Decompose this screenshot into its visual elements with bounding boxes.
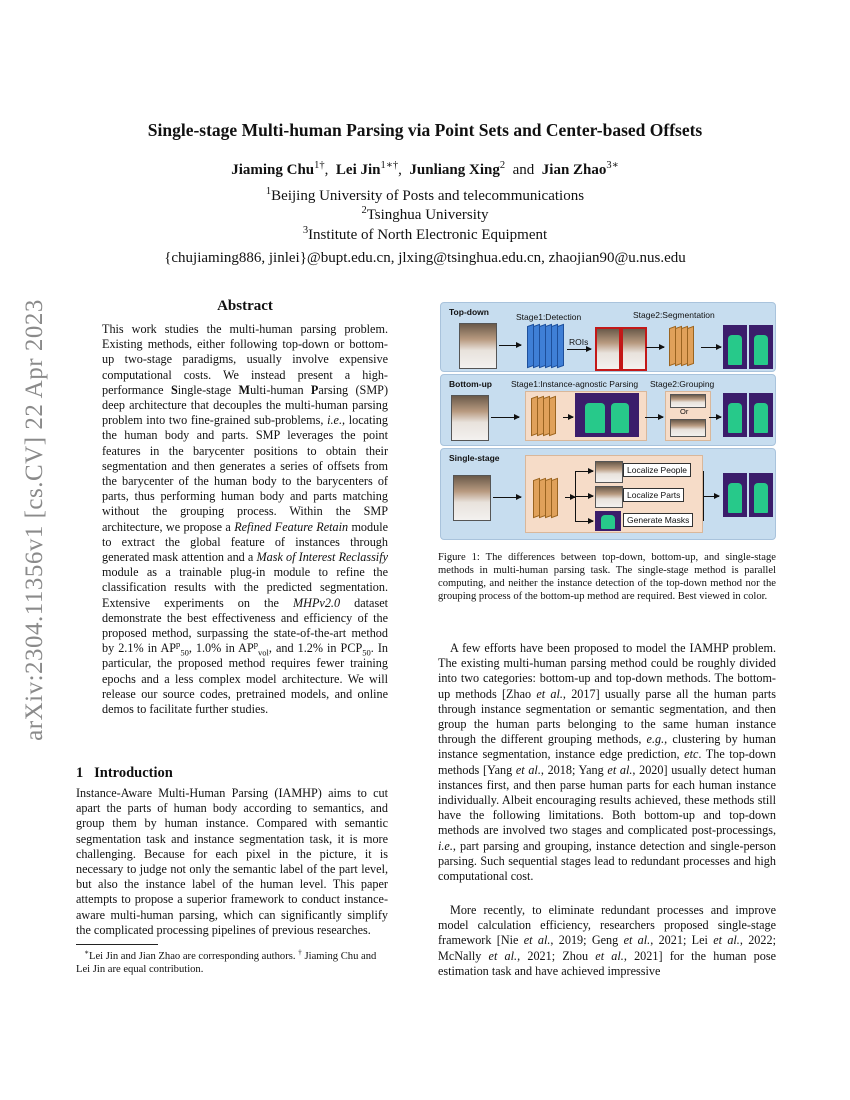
arrow [575,471,593,472]
affiliation-1 [0,188,850,205]
author-2-marks: 1∗† [380,160,399,171]
author-emails: {chujiaming886, jinlei}@bupt.edu.cn, jlxing@tsinghua.edu.cn, zhaojian90@u.nus.edu [164,250,686,266]
arrow [491,417,519,418]
panel-top-down [440,302,776,372]
parts-thumbnail [595,486,623,508]
footnote: ∗Lei Jin and Jian Zhao are corresponding authors. † Jiaming Chu and Lei Jin are equal contribution. [76,947,377,975]
arrow [575,521,593,522]
or-label: Or [680,407,689,416]
input-image [451,395,489,441]
parsing-result-image [723,393,747,437]
footnote-rule [76,944,158,945]
author-4-marks: 3∗ [606,160,619,171]
figure-1-caption: Figure 1: The differences between top-down, bottom-up, and single-stage methods in multi-human parsing task. The single-stage method is parallel computing, and neither the instance detection of the top-down method nor the grouping process of the bottom-up method are required. Best viewed in color. [438,552,776,603]
affiliation-2-text: Tsinghua University [366,207,489,223]
arrow [646,347,664,348]
abstract-body: This work studies the multi-human parsing problem. Existing methods, either following top-down or bottom-up two-stage paradigms, usually involve expensive computational costs. We instead present a high-performance Single-stage Multi-human Parsing (SMP) deep architecture that decouples the multi-human parsing problem into two fine-grained sub-problems, i.e., locating the human body and parts. SMP leverages the point features in the barycenter positions to obtain their segmentation and then generates a series of offsets from the barycenter of the human body to the barycenters of parts, thus performing human body and parts matching without the grouping process. Within the SMP architecture, we propose a Refined Feature Retain module to extract the global feature of instances through generated mask attention and a Mask of Interest Reclassify module as a trainable plug-in module to refine the classification results with the predicted segmentation. Extensive experiments on the MHPv2.0 dataset demonstrate the best effectiveness and efficiency of the proposed method, surpassing the state-of-the-art method by 2.1% in $AP^p_{50}$, 1.0% in $AP^p_{vol}$, and 1.2% in $PCP_{50}$. In particular, the proposed method requires fewer training epochs and a less complex model architecture. We will release our source codes, pretrained models, and online demos to facilitate further studies. [102,322,389,717]
panel-bottom-up [440,374,776,446]
figure-1 [437,300,777,540]
affiliation-1-text: Beijing University of Posts and telecommunications [271,188,585,204]
author-list [0,162,850,179]
parsing-result-image [749,325,773,369]
author-sep: , [324,162,329,178]
input-image [459,323,497,369]
abstract-heading: Abstract [217,298,273,314]
arrow [567,349,591,350]
localize-parts-box: Localize Parts [623,488,684,502]
panel-label: Single-stage [449,453,500,463]
arrow [563,417,573,418]
affiliation-3-num: 3 [302,225,309,236]
arrow [575,496,593,497]
section-title: Introduction [94,765,173,781]
affiliation-1-num: 1 [265,186,272,197]
roi-crop-image [595,327,621,371]
masks-thumbnail [595,511,621,531]
panel-single-stage [440,448,776,540]
author-4: Jian Zhao [541,162,607,178]
panel-label: Top-down [449,307,489,317]
arrow [703,496,719,497]
grouping-option-image [670,394,706,408]
author-sep: , [398,162,402,178]
author-1: Jiaming Chu [231,162,315,178]
arrow [565,497,575,498]
paper-title: Single-stage Multi-human Parsing via Point Sets and Center-based Offsets [147,120,703,140]
backbone-network-icon [533,479,561,515]
panel-label: Bottom-up [449,379,492,389]
stage1-label: Stage1:Instance-agnostic Parsing [511,379,639,389]
people-thumbnail [595,461,623,483]
parsing-network-icon [531,397,559,433]
semantic-parsing-result [575,393,639,437]
author-2: Lei Jin [335,162,381,178]
introduction-heading [76,765,173,782]
arrow [709,417,721,418]
arrow [499,345,521,346]
segmentation-network-icon [669,327,697,363]
arxiv-sidebar [20,290,50,750]
detection-network-icon [527,325,569,365]
input-image [453,475,491,521]
arrow [701,347,721,348]
localize-people-box: Localize People [623,463,691,477]
author-3: Junliang Xing [409,162,500,178]
stage1-label: Stage1:Detection [516,312,582,322]
arrow [645,417,663,418]
stage2-label: Stage2:Segmentation [633,310,715,320]
arrow [493,497,521,498]
section-number: 1 [76,765,84,781]
author-1-marks: 1† [314,160,325,171]
right-column-paragraph-1: A few efforts have been proposed to model the IAMHP problem. The existing multi-human parsing method could be roughly divided into two categories: bottom-up and top-down methods. The bottom-up methods [Zhao et al., 2017] usually parse all the human parts through instance segmentation or semantic segmentation, and then group the human parts belonging to the same human instance through the different grouping methods, e.g., clustering by human instance segmentation, instance edge prediction, etc. The top-down methods [Yang et al., 2018; Yang et al., 2020] usually detect human instances first, and then parse human parts for each human instance individually. Albeit encouraging results achieved, these methods still have the following limitations. Both bottom-up and top-down methods are involved two stages and complicated post-processings, i.e., part parsing and grouping, instance detection and single-person parsing. Such sequential stages lead to redundant processes and high computational cost. [438,641,777,884]
rois-label: ROIs [569,337,589,347]
author-3-marks: 2 [499,160,506,171]
affiliation-3-text: Institute of North Electronic Equipment [308,227,548,243]
affiliation-3 [0,227,850,244]
right-column-paragraph-2: More recently, to eliminate redundant processes and improve model calculation efficiency, researchers proposed single-stage framework [Nie et al., 2019; Geng et al., 2021; Lei et al., 2022; McNally et al., 2021; Zhou et al., 2021] for the human pose estimation task and have achieved impressive [438,903,776,978]
stage2-label: Stage2:Grouping [650,379,715,389]
grouping-option-image [670,419,706,437]
introduction-body: Instance-Aware Multi-Human Parsing (IAMHP) aims to cut apart the parts of human body according to semantics, and group them by human instance. Compared with semantic segmentation task and instance segmentation task, it is more challenging. Because for each pixel in the picture, it is necessary to judge not only the semantic label of the part level, but also the instance label of the human level. This paper attempts to propose a superior framework to conduct instance-aware multi-human parsing, which can significantly simplify the complicated processing pipelines of previous researches. [76,786,388,937]
parsing-result-image [723,325,747,369]
affiliation-2 [0,207,850,224]
roi-crop-image [621,327,647,371]
affiliation-2-num: 2 [361,205,367,216]
parsing-result-image [723,473,747,517]
parsing-result-image [749,473,773,517]
generate-masks-box: Generate Masks [623,513,693,527]
parsing-result-image [749,393,773,437]
arxiv-identifier: arXiv:2304.11356v1 [cs.CV] 22 Apr 2023 [21,299,48,741]
author-and: and [512,162,535,178]
